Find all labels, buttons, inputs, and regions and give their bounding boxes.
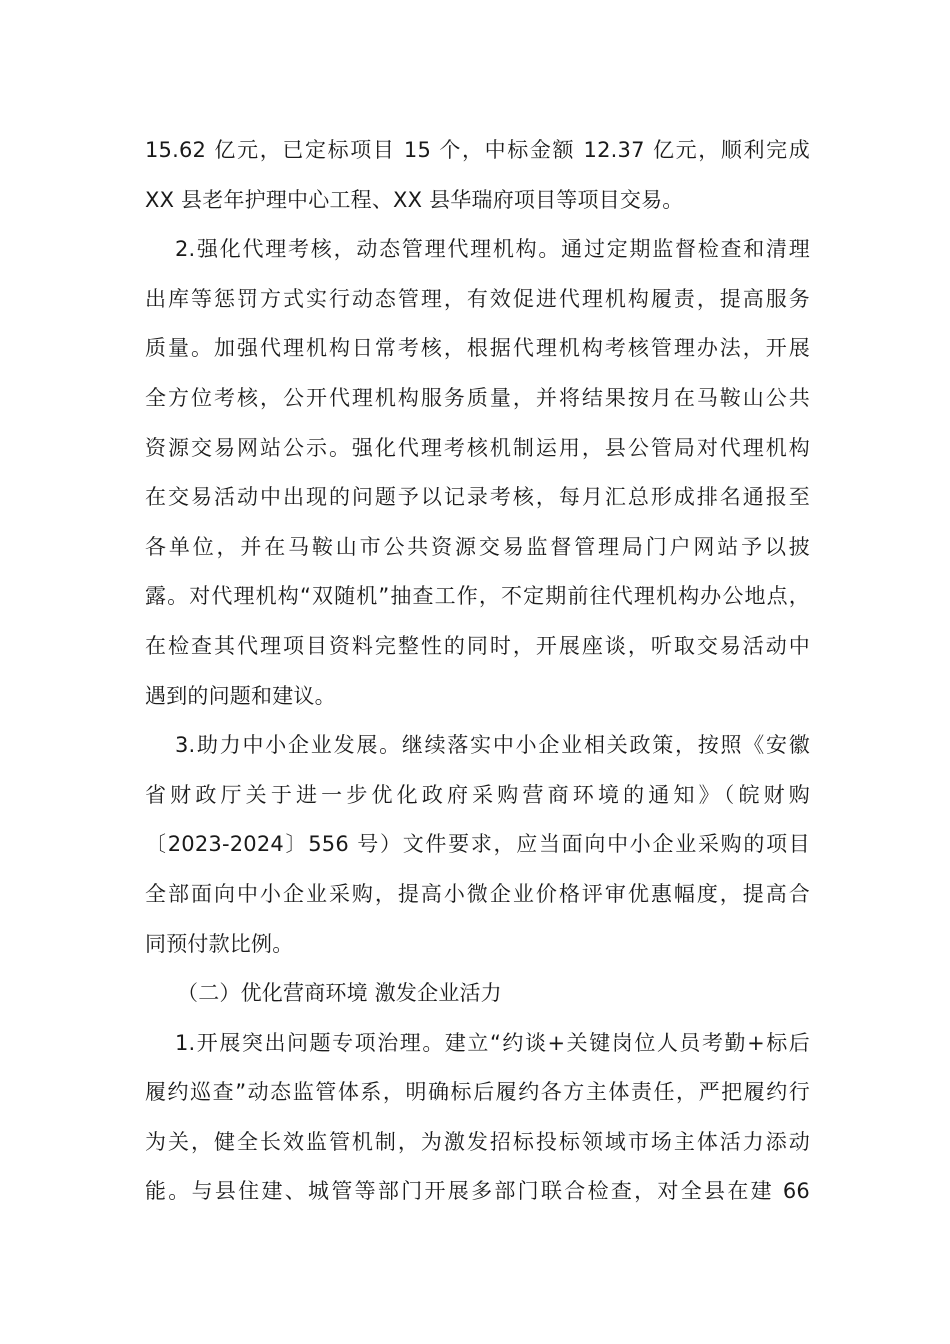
text-line: 全方位考核，公开代理机构服务质量，并将结果按月在马鞍山公共	[145, 385, 810, 410]
text-line: 〔2023-2024〕556 号）文件要求，应当面向中小企业采购的项目	[145, 832, 810, 857]
text-line: 露。对代理机构“双随机”抽查工作，不定期前往代理机构办公地点，	[145, 584, 810, 609]
text-line: 15.62 亿元，已定标项目 15 个，中标金额 12.37 亿元，顺利完成	[145, 138, 810, 162]
paragraph-start-line: 1.开展突出问题专项治理。建立“约谈+关键岗位人员考勤+标后	[175, 1030, 810, 1055]
text-line: 履约巡查”动态监管体系，明确标后履约各方主体责任，严把履约行	[145, 1080, 810, 1105]
text-line: 为关，健全长效监管机制，为激发招标投标领域市场主体活力添动	[145, 1129, 810, 1154]
text-line: 在检查其代理项目资料完整性的同时，开展座谈，听取交易活动中	[145, 633, 810, 658]
body-text	[145, 126, 810, 1217]
text-line: 全部面向中小企业采购，提高小微企业价格评审优惠幅度，提高合	[145, 881, 810, 906]
paragraph-start-line: 3.助力中小企业发展。继续落实中小企业相关政策，按照《安徽	[175, 733, 810, 758]
text-line: 能。与县住建、城管等部门开展多部门联合检查，对全县在建 66	[145, 1179, 810, 1204]
text-line: 在交易活动中出现的问题予以记录考核，每月汇总形成排名通报至	[145, 485, 810, 510]
text-line: 同预付款比例。	[145, 931, 294, 956]
text-line: 出库等惩罚方式实行动态管理，有效促进代理机构履责，提高服务	[145, 286, 810, 311]
text-line: 省财政厅关于进一步优化政府采购营商环境的通知》（皖财购	[145, 782, 810, 807]
section-heading: （二）优化营商环境 激发企业活力	[177, 981, 502, 1006]
text-line: XX 县老年护理中心工程、XX 县华瑞府项目等项目交易。	[145, 187, 684, 212]
text-line: 资源交易网站公示。强化代理考核机制运用，县公管局对代理机构	[145, 435, 810, 460]
text-line: 质量。加强代理机构日常考核，根据代理机构考核管理办法，开展	[145, 336, 810, 361]
paragraph-start-line: 2.强化代理考核，动态管理代理机构。通过定期监督检查和清理	[175, 237, 810, 262]
text-line: 遇到的问题和建议。	[145, 683, 336, 708]
text-line: 各单位，并在马鞍山市公共资源交易监督管理局门户网站予以披	[145, 534, 810, 559]
